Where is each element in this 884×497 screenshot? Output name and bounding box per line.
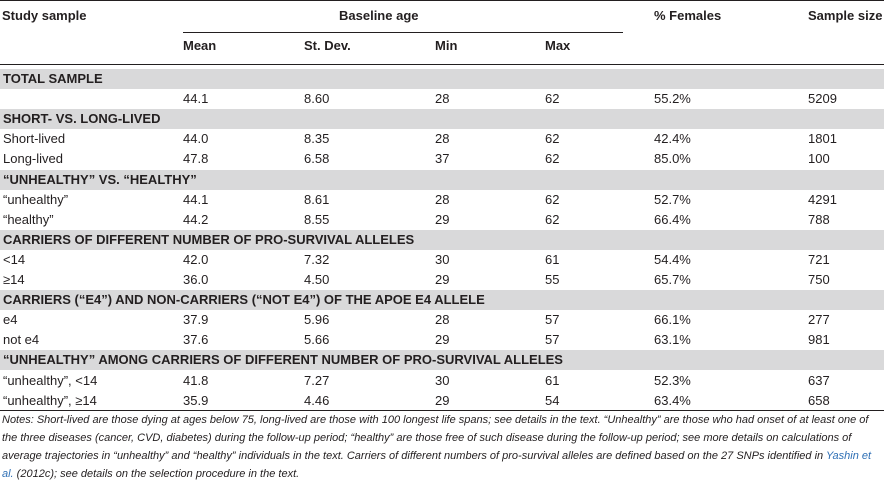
max-cell: 62 [545,131,560,147]
col-pct-females: % Females [654,8,722,23]
max-cell: 57 [545,312,560,328]
stdev-cell: 6.58 [304,151,330,167]
section-header-row [0,69,884,89]
mean-cell: 37.6 [183,332,209,348]
sample-size-cell: 750 [808,272,830,287]
col-sample-size: Sample size [808,8,883,23]
females-cell: 66.1% [654,312,691,328]
max-cell: 62 [545,151,560,167]
notes-reference-link[interactable]: Yashin et al. [2,450,872,480]
table-row [0,270,884,290]
stdev-cell: 5.96 [304,312,330,328]
sample-size-cell: 277 [808,312,830,328]
notes-text-end: (2012c); see details on the selection procedure in the text. [13,468,300,480]
table-row [0,391,884,411]
min-cell: 28 [435,131,450,147]
row-label: e4 [3,312,18,328]
mean-cell: 42.0 [183,251,209,267]
females-cell: 54.4% [654,251,691,267]
table-row [0,89,884,109]
females-cell: 85.0% [654,151,691,167]
stdev-cell: 8.55 [304,211,330,227]
stdev-cell: 8.61 [304,191,330,207]
min-cell: 28 [435,91,450,107]
min-cell: 30 [435,372,450,388]
females-cell: 52.3% [654,372,691,388]
min-cell: 28 [435,191,450,207]
col-baseline-age: Baseline age [339,8,419,23]
table-notes [2,411,882,483]
min-cell: 29 [435,272,450,287]
min-cell: 37 [435,151,450,167]
table-row [0,310,884,330]
row-label: “unhealthy” [3,191,69,207]
females-cell: 42.4% [654,131,691,147]
max-cell: 62 [545,91,560,107]
females-cell: 65.7% [654,272,691,287]
row-label: “unhealthy”, ≥14 [3,392,97,408]
sample-size-cell: 981 [808,332,830,348]
min-cell: 29 [435,211,450,227]
row-label: <14 [3,251,26,267]
max-cell: 61 [545,372,560,388]
max-cell: 62 [545,191,560,207]
stdev-cell: 5.66 [304,332,330,348]
table-row [0,371,884,391]
females-cell: 52.7% [654,191,691,207]
sample-size-cell: 788 [808,211,830,227]
section-label: SHORT- VS. LONG-LIVED [3,111,161,127]
row-label: “healthy” [3,211,54,227]
max-cell: 54 [545,392,560,408]
section-header-row [0,350,884,370]
mean-cell: 44.1 [183,91,209,107]
mean-cell: 37.9 [183,312,209,328]
table-row [0,210,884,230]
mean-cell: 44.2 [183,211,209,227]
females-cell: 66.4% [654,211,691,227]
row-label: Long-lived [3,151,63,167]
table-row [0,250,884,270]
section-label: “UNHEALTHY” AMONG CARRIERS OF DIFFERENT NUMBER OF PRO-SURVIVAL ALLELES [3,352,563,368]
section-header-row [0,170,884,190]
table-row [0,190,884,210]
col-stdev: St. Dev. [304,38,351,53]
stdev-cell: 4.50 [304,272,330,287]
section-header-row [0,290,884,310]
row-label: ≥14 [3,272,25,287]
table-row [0,129,884,149]
section-label: “UNHEALTHY” VS. “HEALTHY” [3,171,197,187]
col-mean: Mean [183,38,217,53]
col-max: Max [545,38,571,53]
sample-size-cell: 5209 [808,91,837,107]
mean-cell: 47.8 [183,151,209,167]
max-cell: 62 [545,211,560,227]
max-cell: 57 [545,332,560,348]
sample-size-cell: 100 [808,151,830,167]
section-header-row [0,109,884,129]
stdev-cell: 8.60 [304,91,330,107]
header-rule [0,64,884,65]
mean-cell: 35.9 [183,392,209,408]
mean-cell: 41.8 [183,372,209,388]
section-label: CARRIERS (“E4”) AND NON-CARRIERS (“NOT E4”) OF THE APOE E4 ALLELE [3,292,485,308]
section-label: TOTAL SAMPLE [3,71,103,86]
mean-cell: 44.0 [183,131,209,147]
females-cell: 55.2% [654,91,691,107]
sample-size-cell: 637 [808,372,830,388]
stdev-cell: 4.46 [304,392,330,408]
max-cell: 61 [545,251,560,267]
sample-size-cell: 1801 [808,131,837,147]
mean-cell: 36.0 [183,272,209,287]
top-rule [0,0,884,1]
females-cell: 63.4% [654,392,691,408]
notes-text: Notes: Short-lived are those dying at ages below 75, long-lived are those with 100 longest life spans; see details in the text. “Unhealthy” are those who had onset of at least one of the three diseases (cancer, CVD, diabetes) during the follow-up period; “healthy” are those free of such disease during the follow-up period; see more details on calculations of average trajectories in “unhealthy” and “healthy” individuals in the text. Carriers of different numbers of pro-survival alleles are defined based on the 27 SNPs identified in [2,414,869,462]
col-min: Min [435,38,458,53]
row-label: “unhealthy”, <14 [3,372,98,388]
females-cell: 63.1% [654,332,691,348]
max-cell: 55 [545,272,560,287]
min-cell: 29 [435,332,450,348]
table-row [0,149,884,169]
section-label: CARRIERS OF DIFFERENT NUMBER OF PRO-SURVIVAL ALLELES [3,231,415,247]
baseline-age-rule [183,32,623,33]
sample-size-cell: 721 [808,251,830,267]
sample-size-cell: 658 [808,392,830,408]
stdev-cell: 8.35 [304,131,330,147]
row-label: Short-lived [3,131,66,147]
min-cell: 30 [435,251,450,267]
section-header-row [0,230,884,250]
min-cell: 28 [435,312,450,328]
stdev-cell: 7.27 [304,372,330,388]
col-study-sample: Study sample [2,8,87,23]
min-cell: 29 [435,392,450,408]
table-row [0,330,884,350]
sample-size-cell: 4291 [808,191,837,207]
row-label: not e4 [3,332,40,348]
stdev-cell: 7.32 [304,251,330,267]
mean-cell: 44.1 [183,191,209,207]
